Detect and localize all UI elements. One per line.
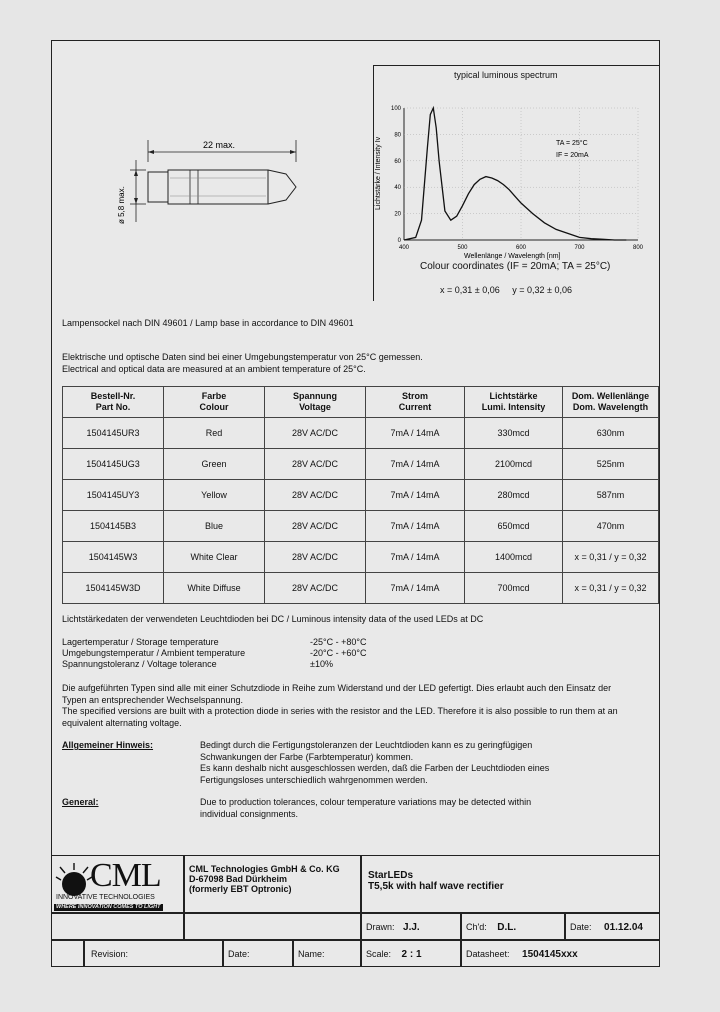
protection-en-line-1: The specified versions are built with a protection diode in series with the resistor and the LED. Therefore it is also possible to run them at an <box>62 706 618 716</box>
ambient-note-en: Electrical and optical data are measured at an ambient temperature of 25°C. <box>62 364 366 374</box>
header-intensity: Lichtstärke Lumi. Intensity <box>465 387 563 418</box>
company-former: (formerly EBT Optronic) <box>189 884 292 894</box>
spec-label-ambient: Umgebungstemperatur / Ambient temperature <box>62 648 246 658</box>
protection-en-line-2: equivalent alternating voltage. <box>62 717 182 728</box>
company-cell <box>184 855 361 913</box>
cell-current: 7mA / 14mA <box>366 449 465 480</box>
datasheet-cell <box>461 940 660 967</box>
drawn-cell <box>361 913 461 940</box>
cell-colour: Green <box>164 449 265 480</box>
logo-text: CML <box>90 857 161 894</box>
x-tick-label: 600 <box>515 245 527 251</box>
table-row <box>63 449 659 480</box>
cell-voltage: 28V AC/DC <box>265 480 366 511</box>
revision-label: Revision: <box>91 949 129 959</box>
table-row <box>63 480 659 511</box>
table-row <box>63 542 659 573</box>
cell-intensity: 280mcd <box>465 480 563 511</box>
cell-intensity: 700mcd <box>465 573 563 604</box>
spectrum-chart <box>376 90 656 260</box>
product-name: T5,5k with half wave rectifier <box>368 881 504 892</box>
general-en-line: individual consignments. <box>200 808 299 819</box>
y-tick-label: 20 <box>394 211 401 218</box>
cell-part-no: 1504145B3 <box>63 511 164 542</box>
width-dimension: 22 max. <box>203 140 236 150</box>
cell-part-no: 1504145UG3 <box>63 449 164 480</box>
cell-wavelength: 630nm <box>563 418 659 449</box>
general-de-line: Es kann deshalb nicht ausgeschlossen werden, daß die Farben der Leuchtdioden eines <box>200 763 550 773</box>
lamp-drawing <box>108 132 308 232</box>
cell-current: 7mA / 14mA <box>366 511 465 542</box>
table-header-row <box>63 387 659 418</box>
datasheet-value: 1504145xxx <box>522 949 578 960</box>
header-part-no: Bestell-Nr. Part No. <box>63 387 164 418</box>
cell-current: 7mA / 14mA <box>366 480 465 511</box>
protection-de-line-1: Die aufgeführten Typen sind alle mit einer Schutzdiode in Reihe zum Widerstand und der LED gefertigt. Dies erlaubt auch den Einsatz der <box>62 683 612 693</box>
header-wavelength: Dom. Wellenlänge Dom. Wavelength <box>563 387 659 418</box>
legend-if: IF = 20mA <box>556 152 589 159</box>
product-cell <box>361 855 660 913</box>
x-tick-label: 500 <box>457 245 468 251</box>
cell-current: 7mA / 14mA <box>366 542 465 573</box>
colour-coordinates-values: x = 0,31 ± 0,06 y = 0,32 ± 0,06 <box>440 285 572 295</box>
general-en-line: Due to production tolerances, colour temperature variations may be detected within <box>200 797 532 807</box>
spec-label-storage: Lagertemperatur / Storage temperature <box>62 637 219 647</box>
y-tick-label: 40 <box>394 185 401 192</box>
header-current: Strom Current <box>366 387 465 418</box>
cell-part-no: 1504145W3 <box>63 542 164 573</box>
date-value: 01.12.04 <box>604 922 643 933</box>
scale-cell <box>361 940 461 967</box>
intensity-note: Lichtstärkedaten der verwendeten Leuchtdioden bei DC / Luminous intensity data of the used LEDs at DC <box>62 614 484 624</box>
title-block <box>51 855 660 967</box>
lamp-base-note: Lampensockel nach DIN 49601 / Lamp base in accordance to DIN 49601 <box>62 318 354 328</box>
colour-coordinates-title: Colour coordinates (IF = 20mA; TA = 25°C) <box>420 261 611 272</box>
x-tick-label: 800 <box>632 245 644 251</box>
cell-voltage: 28V AC/DC <box>265 449 366 480</box>
logo-subtitle: INNOVATIVE TECHNOLOGIES <box>56 894 155 901</box>
legend-ta: TA = 25°C <box>556 140 588 147</box>
scale-label: Scale: <box>366 949 392 959</box>
general-de-text <box>200 740 549 786</box>
ambient-note-de: Elektrische und optische Daten sind bei einer Umgebungstemperatur von 25°C gemessen. <box>62 352 423 362</box>
cell-wavelength: 470nm <box>563 511 659 542</box>
cell-voltage: 28V AC/DC <box>265 511 366 542</box>
cell-wavelength: x = 0,31 / y = 0,32 <box>563 542 659 573</box>
cell-voltage: 28V AC/DC <box>265 542 366 573</box>
header-colour: Farbe Colour <box>164 387 265 418</box>
general-de-line: Bedingt durch die Fertigungstoleranzen der Leuchtdioden kann es zu geringfügigen <box>200 740 533 750</box>
cell-wavelength: x = 0,31 / y = 0,32 <box>563 573 659 604</box>
chart-ylabel: Lichtstärke / Intensity Iv <box>375 136 382 210</box>
y-tick-label: 0 <box>397 238 401 244</box>
table-row <box>63 573 659 604</box>
rev-date-cell <box>223 940 293 967</box>
x-tick-label: 700 <box>574 245 585 251</box>
cell-colour: Blue <box>164 511 265 542</box>
cell-part-no: 1504145W3D <box>63 573 164 604</box>
protection-de-line-2: Typen an entsprechender Wechselspannung. <box>62 694 243 705</box>
cell-colour: White Diffuse <box>164 573 265 604</box>
name-cell <box>293 940 361 967</box>
cell-intensity: 2100mcd <box>465 449 563 480</box>
cell-current: 7mA / 14mA <box>366 573 465 604</box>
datasheet-label: Datasheet: <box>466 949 510 959</box>
checked-label: Ch'd: <box>466 922 487 932</box>
cell-colour: White Clear <box>164 542 265 573</box>
table-row <box>63 511 659 542</box>
company-name: CML Technologies GmbH & Co. KG <box>189 864 340 874</box>
led-data-table <box>62 386 659 604</box>
general-de-label: Allgemeiner Hinweis: <box>62 740 154 750</box>
cell-wavelength: 525nm <box>563 449 659 480</box>
checked-cell <box>461 913 565 940</box>
product-line: StarLEDs <box>368 870 414 881</box>
y-tick-label: 60 <box>394 158 401 165</box>
header-voltage: Spannung Voltage <box>265 387 366 418</box>
general-de-line: Fertigungsloses unterschiedlich wahrgenommen werden. <box>200 774 428 785</box>
cell-intensity: 1400mcd <box>465 542 563 573</box>
cell-current: 7mA / 14mA <box>366 418 465 449</box>
company-address: D-67098 Bad Dürkheim <box>189 874 288 884</box>
spec-value-storage: -25°C - +80°C <box>310 637 367 647</box>
cell-voltage: 28V AC/DC <box>265 573 366 604</box>
blank-cell <box>51 940 84 967</box>
date-label: Date: <box>570 922 592 932</box>
cell-voltage: 28V AC/DC <box>265 418 366 449</box>
blank-cell <box>51 913 184 940</box>
general-en-text <box>200 797 531 820</box>
spectrum-title: typical luminous spectrum <box>454 70 558 80</box>
cell-wavelength: 587nm <box>563 480 659 511</box>
revision-cell <box>84 940 223 967</box>
height-dimension: ø 5,8 max. <box>117 186 126 224</box>
spectrum-curve <box>404 108 626 240</box>
logo-tagline: WHERE INNOVATION COMES TO LIGHT <box>56 904 161 910</box>
cell-intensity: 650mcd <box>465 511 563 542</box>
table-row <box>63 418 659 449</box>
drawn-value: J.J. <box>403 922 420 933</box>
protection-note <box>62 683 652 729</box>
checked-value: D.L. <box>497 922 517 933</box>
name-label: Name: <box>298 949 325 959</box>
scale-value: 2 : 1 <box>401 949 422 960</box>
general-en-label: General: <box>62 797 99 807</box>
cml-logo-icon <box>56 862 92 898</box>
chart-grid <box>404 108 638 240</box>
spec-label-voltage-tolerance: Spannungstoleranz / Voltage tolerance <box>62 659 217 669</box>
date-cell <box>565 913 660 940</box>
cell-intensity: 330mcd <box>465 418 563 449</box>
y-tick-label: 80 <box>394 132 401 139</box>
spec-value-ambient: -20°C - +60°C <box>310 648 367 658</box>
y-tick-label: 100 <box>390 106 401 112</box>
cell-colour: Red <box>164 418 265 449</box>
logo-cell <box>51 855 184 913</box>
spec-value-voltage-tolerance: ±10% <box>310 659 333 669</box>
cell-part-no: 1504145UY3 <box>63 480 164 511</box>
rev-date-label: Date: <box>228 949 250 959</box>
cell-colour: Yellow <box>164 480 265 511</box>
blank-cell <box>184 913 361 940</box>
general-de-line: Schwankungen der Farbe (Farbtemperatur) kommen. <box>200 751 414 762</box>
chart-xlabel: Wellenlänge / Wavelength [nm] <box>464 253 561 260</box>
cell-part-no: 1504145UR3 <box>63 418 164 449</box>
drawn-label: Drawn: <box>366 922 395 932</box>
x-tick-label: 400 <box>398 245 410 251</box>
